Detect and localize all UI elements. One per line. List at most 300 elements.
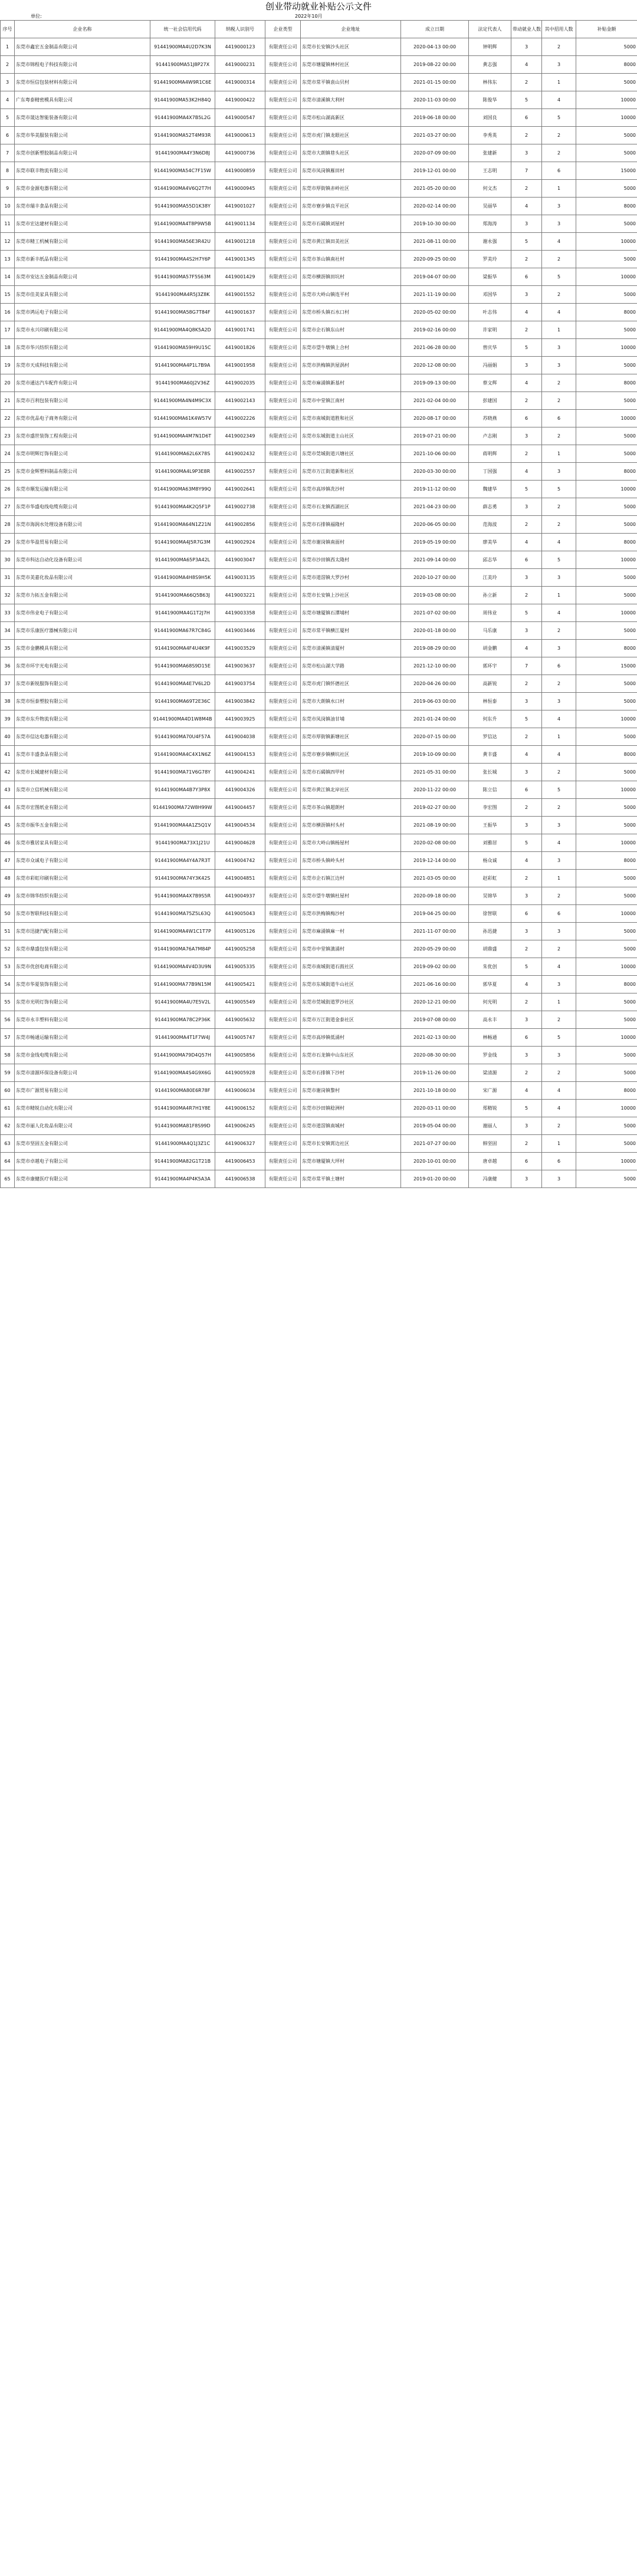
- cell-no: 25: [1, 463, 15, 481]
- cell-representative: 梁振华: [469, 268, 511, 286]
- cell-date: 2021-05-20 00:00: [401, 180, 469, 198]
- cell-amount: 10000: [576, 268, 637, 286]
- cell-tax-id: 4419001958: [215, 357, 265, 374]
- cell-employed: 2: [511, 799, 542, 817]
- cell-hired: 3: [542, 198, 576, 215]
- cell-employed: 2: [511, 587, 542, 604]
- table-row: [1, 622, 637, 640]
- cell-type: 有限责任公司: [265, 463, 301, 481]
- cell-no: 41: [1, 746, 15, 764]
- cell-hired: 2: [542, 799, 576, 817]
- cell-representative: 林畅通: [469, 1029, 511, 1047]
- cell-address: 东莞市大岭山镇连平村: [301, 286, 401, 304]
- cell-type: 有限责任公司: [265, 1170, 301, 1188]
- cell-name: 东莞市顺发运输有限公司: [15, 481, 150, 498]
- cell-amount: 8000: [576, 1082, 637, 1100]
- table-row: [1, 923, 637, 940]
- cell-date: 2021-01-15 00:00: [401, 74, 469, 91]
- cell-type: 有限责任公司: [265, 321, 301, 339]
- cell-type: 有限责任公司: [265, 604, 301, 622]
- cell-address: 东莞市大朗镇巷头社区: [301, 144, 401, 162]
- cell-tax-id: 4419004851: [215, 870, 265, 887]
- cell-no: 34: [1, 622, 15, 640]
- cell-name: 东莞市海润水处理设备有限公司: [15, 516, 150, 534]
- cell-date: 2019-08-22 00:00: [401, 56, 469, 74]
- cell-amount: 8000: [576, 852, 637, 870]
- cell-representative: 唐卓越: [469, 1153, 511, 1170]
- cell-hired: 6: [542, 905, 576, 923]
- cell-representative: 郭环宇: [469, 657, 511, 675]
- cell-no: 62: [1, 1117, 15, 1135]
- cell-address: 东莞市莞城街道罗沙社区: [301, 993, 401, 1011]
- cell-no: 18: [1, 339, 15, 357]
- cell-tax-id: 4419001027: [215, 198, 265, 215]
- cell-hired: 3: [542, 357, 576, 374]
- cell-hired: 1: [542, 993, 576, 1011]
- cell-name: 东莞市信达电器有限公司: [15, 728, 150, 746]
- cell-tax-id: 4419002035: [215, 374, 265, 392]
- cell-amount: 5000: [576, 587, 637, 604]
- cell-credit-code: 91441900MA70U4F57A: [150, 728, 215, 746]
- cell-credit-code: 91441900MA79D4Q57H: [150, 1047, 215, 1064]
- cell-tax-id: 4419002143: [215, 392, 265, 410]
- cell-employed: 3: [511, 923, 542, 940]
- cell-tax-id: 4419006327: [215, 1135, 265, 1153]
- cell-amount: 10000: [576, 481, 637, 498]
- cell-no: 43: [1, 781, 15, 799]
- table-row: [1, 657, 637, 675]
- cell-tax-id: 4419005549: [215, 993, 265, 1011]
- cell-address: 东莞市松山湖高新区: [301, 109, 401, 127]
- cell-employed: 3: [511, 144, 542, 162]
- cell-date: 2021-02-04 00:00: [401, 392, 469, 410]
- table-row: [1, 551, 637, 569]
- cell-tax-id: 4419004153: [215, 746, 265, 764]
- cell-type: 有限责任公司: [265, 91, 301, 109]
- cell-hired: 6: [542, 162, 576, 180]
- cell-tax-id: 4419004742: [215, 852, 265, 870]
- cell-hired: 2: [542, 286, 576, 304]
- cell-representative: 吴丽华: [469, 198, 511, 215]
- cell-hired: 1: [542, 870, 576, 887]
- cell-address: 东莞市沙田镇西太隆村: [301, 551, 401, 569]
- cell-representative: 陈俊华: [469, 91, 511, 109]
- cell-amount: 5000: [576, 427, 637, 445]
- cell-address: 东莞市东城街道牛山社区: [301, 976, 401, 993]
- cell-representative: 蒋明辉: [469, 445, 511, 463]
- cell-hired: 4: [542, 1082, 576, 1100]
- cell-address: 东莞市道滘镇南城村: [301, 1117, 401, 1135]
- cell-address: 东莞市清溪镇大利村: [301, 91, 401, 109]
- cell-employed: 3: [511, 1170, 542, 1188]
- cell-name: 东莞市迅捷汽配有限公司: [15, 923, 150, 940]
- cell-tax-id: 4419001345: [215, 251, 265, 268]
- cell-name: 东莞市天成科技有限公司: [15, 357, 150, 374]
- cell-name: 东莞市宏达建材有限公司: [15, 215, 150, 233]
- cell-representative: 苏晓燕: [469, 410, 511, 427]
- cell-no: 46: [1, 834, 15, 852]
- cell-amount: 5000: [576, 1064, 637, 1082]
- cell-date: 2021-06-28 00:00: [401, 339, 469, 357]
- cell-name: 东莞市新丰纸品有限公司: [15, 251, 150, 268]
- cell-no: 7: [1, 144, 15, 162]
- cell-no: 10: [1, 198, 15, 215]
- table-row: [1, 56, 637, 74]
- col-header-representative: 法定代表人: [469, 21, 511, 38]
- cell-date: 2019-10-30 00:00: [401, 215, 469, 233]
- cell-no: 24: [1, 445, 15, 463]
- cell-name: 东莞市畅通运输有限公司: [15, 1029, 150, 1047]
- cell-name: 东莞市华盛电线电缆有限公司: [15, 498, 150, 516]
- cell-employed: 3: [511, 357, 542, 374]
- cell-amount: 10000: [576, 905, 637, 923]
- cell-tax-id: 4419004628: [215, 834, 265, 852]
- cell-tax-id: 4419005126: [215, 923, 265, 940]
- cell-amount: 5000: [576, 516, 637, 534]
- cell-name: 东莞市美嘉化妆品有限公司: [15, 569, 150, 587]
- table-row: [1, 233, 637, 251]
- cell-representative: 罗金线: [469, 1047, 511, 1064]
- cell-date: 2020-12-21 00:00: [401, 993, 469, 1011]
- cell-representative: 蔡文辉: [469, 374, 511, 392]
- cell-tax-id: 4419004457: [215, 799, 265, 817]
- table-row: [1, 498, 637, 516]
- cell-address: 东莞市石龙镇中山东社区: [301, 1047, 401, 1064]
- cell-hired: 2: [542, 516, 576, 534]
- cell-tax-id: 4419006034: [215, 1082, 265, 1100]
- cell-employed: 4: [511, 852, 542, 870]
- cell-name: 东莞市力拓五金有限公司: [15, 587, 150, 604]
- cell-type: 有限责任公司: [265, 799, 301, 817]
- cell-tax-id: 4419003221: [215, 587, 265, 604]
- cell-type: 有限责任公司: [265, 109, 301, 127]
- cell-no: 52: [1, 940, 15, 958]
- cell-name: 东莞市振华五金有限公司: [15, 817, 150, 834]
- cell-no: 22: [1, 410, 15, 427]
- cell-representative: 黄丰盛: [469, 746, 511, 764]
- cell-type: 有限责任公司: [265, 693, 301, 710]
- cell-hired: 5: [542, 781, 576, 799]
- col-header-address: 企业地址: [301, 21, 401, 38]
- table-row: [1, 481, 637, 498]
- cell-type: 有限责任公司: [265, 1064, 301, 1082]
- cell-address: 东莞市塘厦镇林村社区: [301, 56, 401, 74]
- cell-type: 有限责任公司: [265, 1011, 301, 1029]
- cell-type: 有限责任公司: [265, 958, 301, 976]
- cell-amount: 8000: [576, 976, 637, 993]
- cell-type: 有限责任公司: [265, 764, 301, 781]
- cell-employed: 3: [511, 427, 542, 445]
- cell-type: 有限责任公司: [265, 198, 301, 215]
- table-row: [1, 976, 637, 993]
- cell-amount: 5000: [576, 180, 637, 198]
- cell-employed: 5: [511, 710, 542, 728]
- cell-credit-code: 91441900MA4N4M9C3X: [150, 392, 215, 410]
- cell-date: 2019-09-02 00:00: [401, 958, 469, 976]
- cell-amount: 8000: [576, 640, 637, 657]
- cell-hired: 2: [542, 38, 576, 56]
- cell-employed: 6: [511, 905, 542, 923]
- cell-tax-id: 4419003637: [215, 657, 265, 675]
- cell-type: 有限责任公司: [265, 410, 301, 427]
- cell-address: 东莞市长安镇上沙社区: [301, 587, 401, 604]
- table-row: [1, 604, 637, 622]
- cell-employed: 2: [511, 321, 542, 339]
- cell-date: 2020-01-18 00:00: [401, 622, 469, 640]
- cell-type: 有限责任公司: [265, 374, 301, 392]
- cell-date: 2021-07-02 00:00: [401, 604, 469, 622]
- cell-type: 有限责任公司: [265, 887, 301, 905]
- cell-type: 有限责任公司: [265, 746, 301, 764]
- cell-representative: 宋广源: [469, 1082, 511, 1100]
- cell-hired: 3: [542, 1170, 576, 1188]
- col-header-type: 企业类型: [265, 21, 301, 38]
- cell-representative: 江美玲: [469, 569, 511, 587]
- table-row: [1, 38, 637, 56]
- cell-type: 有限责任公司: [265, 622, 301, 640]
- cell-date: 2019-09-13 00:00: [401, 374, 469, 392]
- cell-credit-code: 91441900MA55D1K38Y: [150, 198, 215, 215]
- cell-representative: 高新锐: [469, 675, 511, 693]
- cell-amount: 5000: [576, 675, 637, 693]
- col-header-date: 成立日期: [401, 21, 469, 38]
- cell-representative: 罗信达: [469, 728, 511, 746]
- cell-name: 东莞市环宇光电有限公司: [15, 657, 150, 675]
- cell-date: 2020-08-17 00:00: [401, 410, 469, 427]
- cell-name: 东莞市恒信包装材料有限公司: [15, 74, 150, 91]
- cell-date: 2021-04-23 00:00: [401, 498, 469, 516]
- cell-type: 有限责任公司: [265, 127, 301, 144]
- cell-credit-code: 91441900MA57F5S63M: [150, 268, 215, 286]
- cell-amount: 8000: [576, 534, 637, 551]
- table-row: [1, 940, 637, 958]
- cell-representative: 黄志强: [469, 56, 511, 74]
- cell-representative: 周伟业: [469, 604, 511, 622]
- cell-address: 东莞市清溪镇清厦村: [301, 640, 401, 657]
- cell-name: 东莞市宏图纸业有限公司: [15, 799, 150, 817]
- cell-no: 15: [1, 286, 15, 304]
- cell-hired: 2: [542, 251, 576, 268]
- cell-hired: 4: [542, 91, 576, 109]
- cell-representative: 胡金鹏: [469, 640, 511, 657]
- table-row: [1, 127, 637, 144]
- cell-address: 东莞市厚街镇赤岭社区: [301, 180, 401, 198]
- cell-employed: 6: [511, 1029, 542, 1047]
- cell-date: 2020-02-14 00:00: [401, 198, 469, 215]
- cell-address: 东莞市常平镇土塘村: [301, 1170, 401, 1188]
- cell-representative: 冯康健: [469, 1170, 511, 1188]
- cell-name: 东莞市智联科技有限公司: [15, 905, 150, 923]
- cell-representative: 钟明辉: [469, 38, 511, 56]
- cell-representative: 林恒泰: [469, 693, 511, 710]
- cell-employed: 2: [511, 675, 542, 693]
- cell-credit-code: 91441900MA58G7T84F: [150, 304, 215, 321]
- cell-name: 东莞市广源贸易有限公司: [15, 1082, 150, 1100]
- cell-no: 33: [1, 604, 15, 622]
- cell-date: 2020-12-08 00:00: [401, 357, 469, 374]
- cell-type: 有限责任公司: [265, 56, 301, 74]
- cell-name: 东莞市联丰物流有限公司: [15, 162, 150, 180]
- cell-address: 东莞市望牛墩镇杜屋村: [301, 887, 401, 905]
- cell-employed: 3: [511, 693, 542, 710]
- cell-employed: 3: [511, 215, 542, 233]
- cell-type: 有限责任公司: [265, 1117, 301, 1135]
- table-row: [1, 74, 637, 91]
- cell-amount: 5000: [576, 127, 637, 144]
- cell-employed: 3: [511, 498, 542, 516]
- cell-credit-code: 91441900MA68S9D15E: [150, 657, 215, 675]
- cell-employed: 2: [511, 445, 542, 463]
- cell-credit-code: 91441900MA54C7F15W: [150, 162, 215, 180]
- cell-name: 东莞市雅居家具有限公司: [15, 834, 150, 852]
- cell-credit-code: 91441900MA51J8P27X: [150, 56, 215, 74]
- cell-representative: 曾庆华: [469, 339, 511, 357]
- cell-tax-id: 4419000736: [215, 144, 265, 162]
- table-row: [1, 781, 637, 799]
- cell-date: 2019-05-04 00:00: [401, 1117, 469, 1135]
- cell-address: 东莞市石排镇福隆村: [301, 516, 401, 534]
- cell-type: 有限责任公司: [265, 445, 301, 463]
- cell-date: 2019-04-25 00:00: [401, 905, 469, 923]
- cell-date: 2019-02-27 00:00: [401, 799, 469, 817]
- cell-hired: 2: [542, 622, 576, 640]
- cell-credit-code: 91441900MA67R7C84G: [150, 622, 215, 640]
- cell-no: 23: [1, 427, 15, 445]
- cell-hired: 6: [542, 1153, 576, 1170]
- cell-type: 有限责任公司: [265, 710, 301, 728]
- cell-hired: 3: [542, 463, 576, 481]
- table-row: [1, 180, 637, 198]
- cell-address: 东莞市东城街道主山社区: [301, 427, 401, 445]
- cell-tax-id: 4419006453: [215, 1153, 265, 1170]
- cell-representative: 邓国华: [469, 286, 511, 304]
- cell-tax-id: 4419002856: [215, 516, 265, 534]
- cell-employed: 3: [511, 764, 542, 781]
- cell-date: 2020-09-25 00:00: [401, 251, 469, 268]
- cell-address: 东莞市桥头镇石水口村: [301, 304, 401, 321]
- cell-employed: 6: [511, 410, 542, 427]
- cell-tax-id: 4419005632: [215, 1011, 265, 1029]
- cell-no: 2: [1, 56, 15, 74]
- cell-credit-code: 91441900MA71V6G78Y: [150, 764, 215, 781]
- cell-hired: 3: [542, 852, 576, 870]
- cell-credit-code: 91441900MA76A7M84P: [150, 940, 215, 958]
- cell-representative: 韩坚固: [469, 1135, 511, 1153]
- cell-tax-id: 4419006538: [215, 1170, 265, 1188]
- cell-type: 有限责任公司: [265, 144, 301, 162]
- cell-date: 2020-04-13 00:00: [401, 38, 469, 56]
- table-row: [1, 675, 637, 693]
- cell-no: 37: [1, 675, 15, 693]
- cell-representative: 罗美玲: [469, 251, 511, 268]
- cell-type: 有限责任公司: [265, 268, 301, 286]
- table-row: [1, 268, 637, 286]
- cell-amount: 5000: [576, 357, 637, 374]
- table-row: [1, 463, 637, 481]
- table-row: [1, 410, 637, 427]
- cell-date: 2020-09-18 00:00: [401, 887, 469, 905]
- cell-tax-id: 4419001218: [215, 233, 265, 251]
- cell-hired: 2: [542, 887, 576, 905]
- cell-no: 9: [1, 180, 15, 198]
- cell-tax-id: 4419005043: [215, 905, 265, 923]
- table-body: [1, 38, 637, 1188]
- cell-no: 36: [1, 657, 15, 675]
- cell-address: 东莞市中堂镇潢涌村: [301, 940, 401, 958]
- table-row: [1, 569, 637, 587]
- cell-hired: 2: [542, 374, 576, 392]
- cell-amount: 15000: [576, 657, 637, 675]
- cell-no: 20: [1, 374, 15, 392]
- cell-type: 有限责任公司: [265, 870, 301, 887]
- cell-amount: 5000: [576, 215, 637, 233]
- cell-no: 54: [1, 976, 15, 993]
- document-title: 创业带动就业补贴公示文件: [265, 1, 372, 12]
- table-row: [1, 1082, 637, 1100]
- cell-representative: 陈立信: [469, 781, 511, 799]
- cell-no: 51: [1, 923, 15, 940]
- cell-address: 东莞市桥头镇岭头村: [301, 852, 401, 870]
- cell-representative: 林伟东: [469, 74, 511, 91]
- cell-credit-code: 91441900MA4X7B5L2G: [150, 109, 215, 127]
- cell-type: 有限责任公司: [265, 498, 301, 516]
- cell-name: 东莞市鸿运电子有限公司: [15, 304, 150, 321]
- cell-name: 东莞市安达五金制品有限公司: [15, 268, 150, 286]
- table-row: [1, 1047, 637, 1064]
- cell-tax-id: 4419003446: [215, 622, 265, 640]
- cell-credit-code: 91441900MA75Z5L63Q: [150, 905, 215, 923]
- cell-name: 东莞市恒泰塑胶有限公司: [15, 693, 150, 710]
- cell-amount: 5000: [576, 887, 637, 905]
- cell-name: 东莞市华兴纺织有限公司: [15, 339, 150, 357]
- cell-name: 东莞市立信机械有限公司: [15, 781, 150, 799]
- cell-address: 东莞市大朗镇水口村: [301, 693, 401, 710]
- cell-amount: 10000: [576, 339, 637, 357]
- cell-employed: 4: [511, 304, 542, 321]
- cell-representative: 王志明: [469, 162, 511, 180]
- cell-type: 有限责任公司: [265, 392, 301, 410]
- cell-credit-code: 91441900MA4U7E5V2L: [150, 993, 215, 1011]
- cell-tax-id: 4419001741: [215, 321, 265, 339]
- cell-no: 8: [1, 162, 15, 180]
- cell-tax-id: 4419000945: [215, 180, 265, 198]
- table-row: [1, 905, 637, 923]
- cell-credit-code: 91441900MA52T4M93R: [150, 127, 215, 144]
- cell-amount: 5000: [576, 251, 637, 268]
- cell-amount: 8000: [576, 56, 637, 74]
- cell-name: 东莞市彩虹印刷有限公司: [15, 870, 150, 887]
- cell-type: 有限责任公司: [265, 1135, 301, 1153]
- col-header-no: 序号: [1, 21, 15, 38]
- cell-name: 东莞市瑞丰食品有限公司: [15, 198, 150, 215]
- cell-employed: 3: [511, 1047, 542, 1064]
- cell-amount: 10000: [576, 410, 637, 427]
- cell-name: 东莞市通达汽车配件有限公司: [15, 374, 150, 392]
- cell-amount: 5000: [576, 1011, 637, 1029]
- cell-hired: 1: [542, 728, 576, 746]
- cell-hired: 2: [542, 940, 576, 958]
- cell-employed: 2: [511, 1064, 542, 1082]
- cell-representative: 何东升: [469, 710, 511, 728]
- cell-date: 2019-12-14 00:00: [401, 852, 469, 870]
- cell-name: 东莞市康健医疗有限公司: [15, 1170, 150, 1188]
- table-row: [1, 1117, 637, 1135]
- cell-employed: 3: [511, 622, 542, 640]
- cell-amount: 5000: [576, 622, 637, 640]
- cell-address: 东莞市莞城街道兴塘社区: [301, 445, 401, 463]
- cell-representative: 邱志华: [469, 551, 511, 569]
- cell-no: 45: [1, 817, 15, 834]
